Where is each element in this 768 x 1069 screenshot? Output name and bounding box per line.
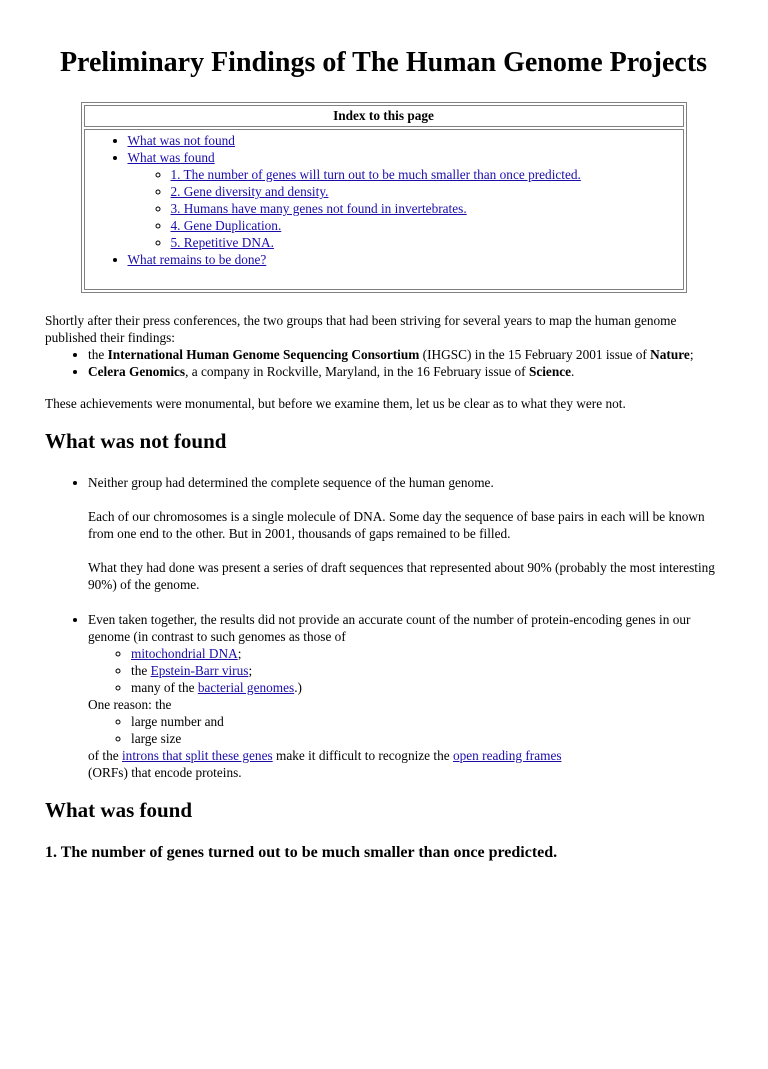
publication-list — [45, 346, 722, 380]
list-item — [131, 679, 722, 696]
index-link-found[interactable]: What was found — [127, 150, 215, 165]
ihgsc-name: International Human Genome Sequencing Consortium — [107, 347, 420, 362]
list-item — [171, 200, 683, 217]
intro-paragraph: Shortly after their press conferences, the two groups that had been striving for several years to map the human genome published their findings: — [45, 313, 677, 345]
text: .) — [294, 680, 302, 695]
reason-list — [88, 713, 722, 747]
chromosome-paragraph: Each of our chromosomes is a single molecule of DNA. Some day the sequence of base pairs in each will be known from one end to the other. But in 2001, thousands of gaps remained to be filled. — [88, 509, 705, 541]
index-list — [85, 132, 683, 268]
achievements-paragraph: These achievements were monumental, but before we examine them, let us be clear as to what they were not. — [45, 396, 626, 411]
index-heading: Index to this page — [84, 105, 684, 127]
text: Even taken together, the results did not provide an accurate count of the number of protein-encoding genes in our genome (in contrast to such genomes as those of — [88, 612, 691, 644]
celera-name: Celera Genomics — [88, 364, 186, 379]
journal-nature: Nature — [650, 347, 690, 362]
list-item — [131, 645, 722, 662]
list-item — [88, 474, 722, 593]
text: ; — [689, 347, 694, 362]
text: of the — [88, 748, 122, 763]
list-item — [88, 346, 722, 363]
text: (ORFs) that encode proteins. — [88, 765, 242, 780]
page-title: Preliminary Findings of The Human Genome Projects — [59, 47, 708, 78]
subsection-heading-gene-number: 1. The number of genes turned out to be much smaller than once predicted. — [45, 844, 558, 861]
text: , a company in Rockville, Maryland, in the 16 February issue of — [185, 364, 529, 379]
index-link-duplication[interactable]: 4. Gene Duplication. — [170, 218, 282, 233]
journal-science: Science — [528, 364, 572, 379]
list-item: ◦ large number and — [131, 713, 722, 730]
open-reading-frames-link[interactable]: open reading frames — [452, 748, 562, 763]
index-link-gene-number[interactable]: 1. The number of genes will turn out to be much smaller than once predicted. — [170, 167, 581, 182]
index-link-repetitive-dna[interactable]: 5. Repetitive DNA. — [170, 235, 274, 250]
not-found-list — [45, 474, 722, 781]
text: (IHGSC) in the 15 February 2001 issue of — [419, 347, 651, 362]
mitochondrial-dna-link[interactable]: mitochondrial DNA — [131, 646, 238, 661]
bacterial-genomes-link[interactable]: bacterial genomes — [197, 680, 295, 695]
text: One reason: the — [88, 697, 172, 712]
list-item — [131, 662, 722, 679]
text: ; — [248, 663, 253, 678]
list-item: ◦ large size — [131, 730, 722, 747]
section-heading-found: What was found — [45, 798, 193, 822]
list-item — [171, 183, 683, 200]
epstein-barr-link[interactable]: Epstein-Barr virus — [150, 663, 249, 678]
list-item — [128, 251, 683, 268]
index-table — [81, 102, 687, 293]
text: make it difficult to recognize the — [272, 748, 453, 763]
list-item — [171, 234, 683, 251]
text: Neither group had determined the complete sequence of the human genome. — [88, 475, 494, 490]
text: many of the — [131, 680, 198, 695]
text: ; — [237, 646, 242, 661]
list-item — [128, 132, 683, 149]
section-heading-not-found: What was not found — [45, 429, 227, 453]
list-item — [171, 217, 683, 234]
list-item — [171, 166, 683, 183]
introns-link[interactable]: introns that split these genes — [121, 748, 273, 763]
index-link-invertebrates[interactable]: 3. Humans have many genes not found in invertebrates. — [170, 201, 467, 216]
list-item — [88, 611, 722, 781]
text: the — [88, 347, 108, 362]
list-item — [88, 363, 722, 380]
index-link-gene-diversity[interactable]: 2. Gene diversity and density. — [170, 184, 329, 199]
draft-paragraph: What they had done was present a series of draft sequences that represented about 90% (probably the most interesting 90%) of the genome. — [88, 560, 715, 592]
text: . — [571, 364, 575, 379]
index-link-not-found[interactable]: What was not found — [127, 133, 235, 148]
text: the — [131, 663, 151, 678]
index-link-remains[interactable]: What remains to be done? — [127, 252, 267, 267]
page — [0, 45, 768, 863]
index-sublist — [128, 166, 683, 251]
genome-examples-list — [88, 645, 722, 696]
index-cell — [84, 129, 684, 290]
list-item — [128, 149, 683, 251]
